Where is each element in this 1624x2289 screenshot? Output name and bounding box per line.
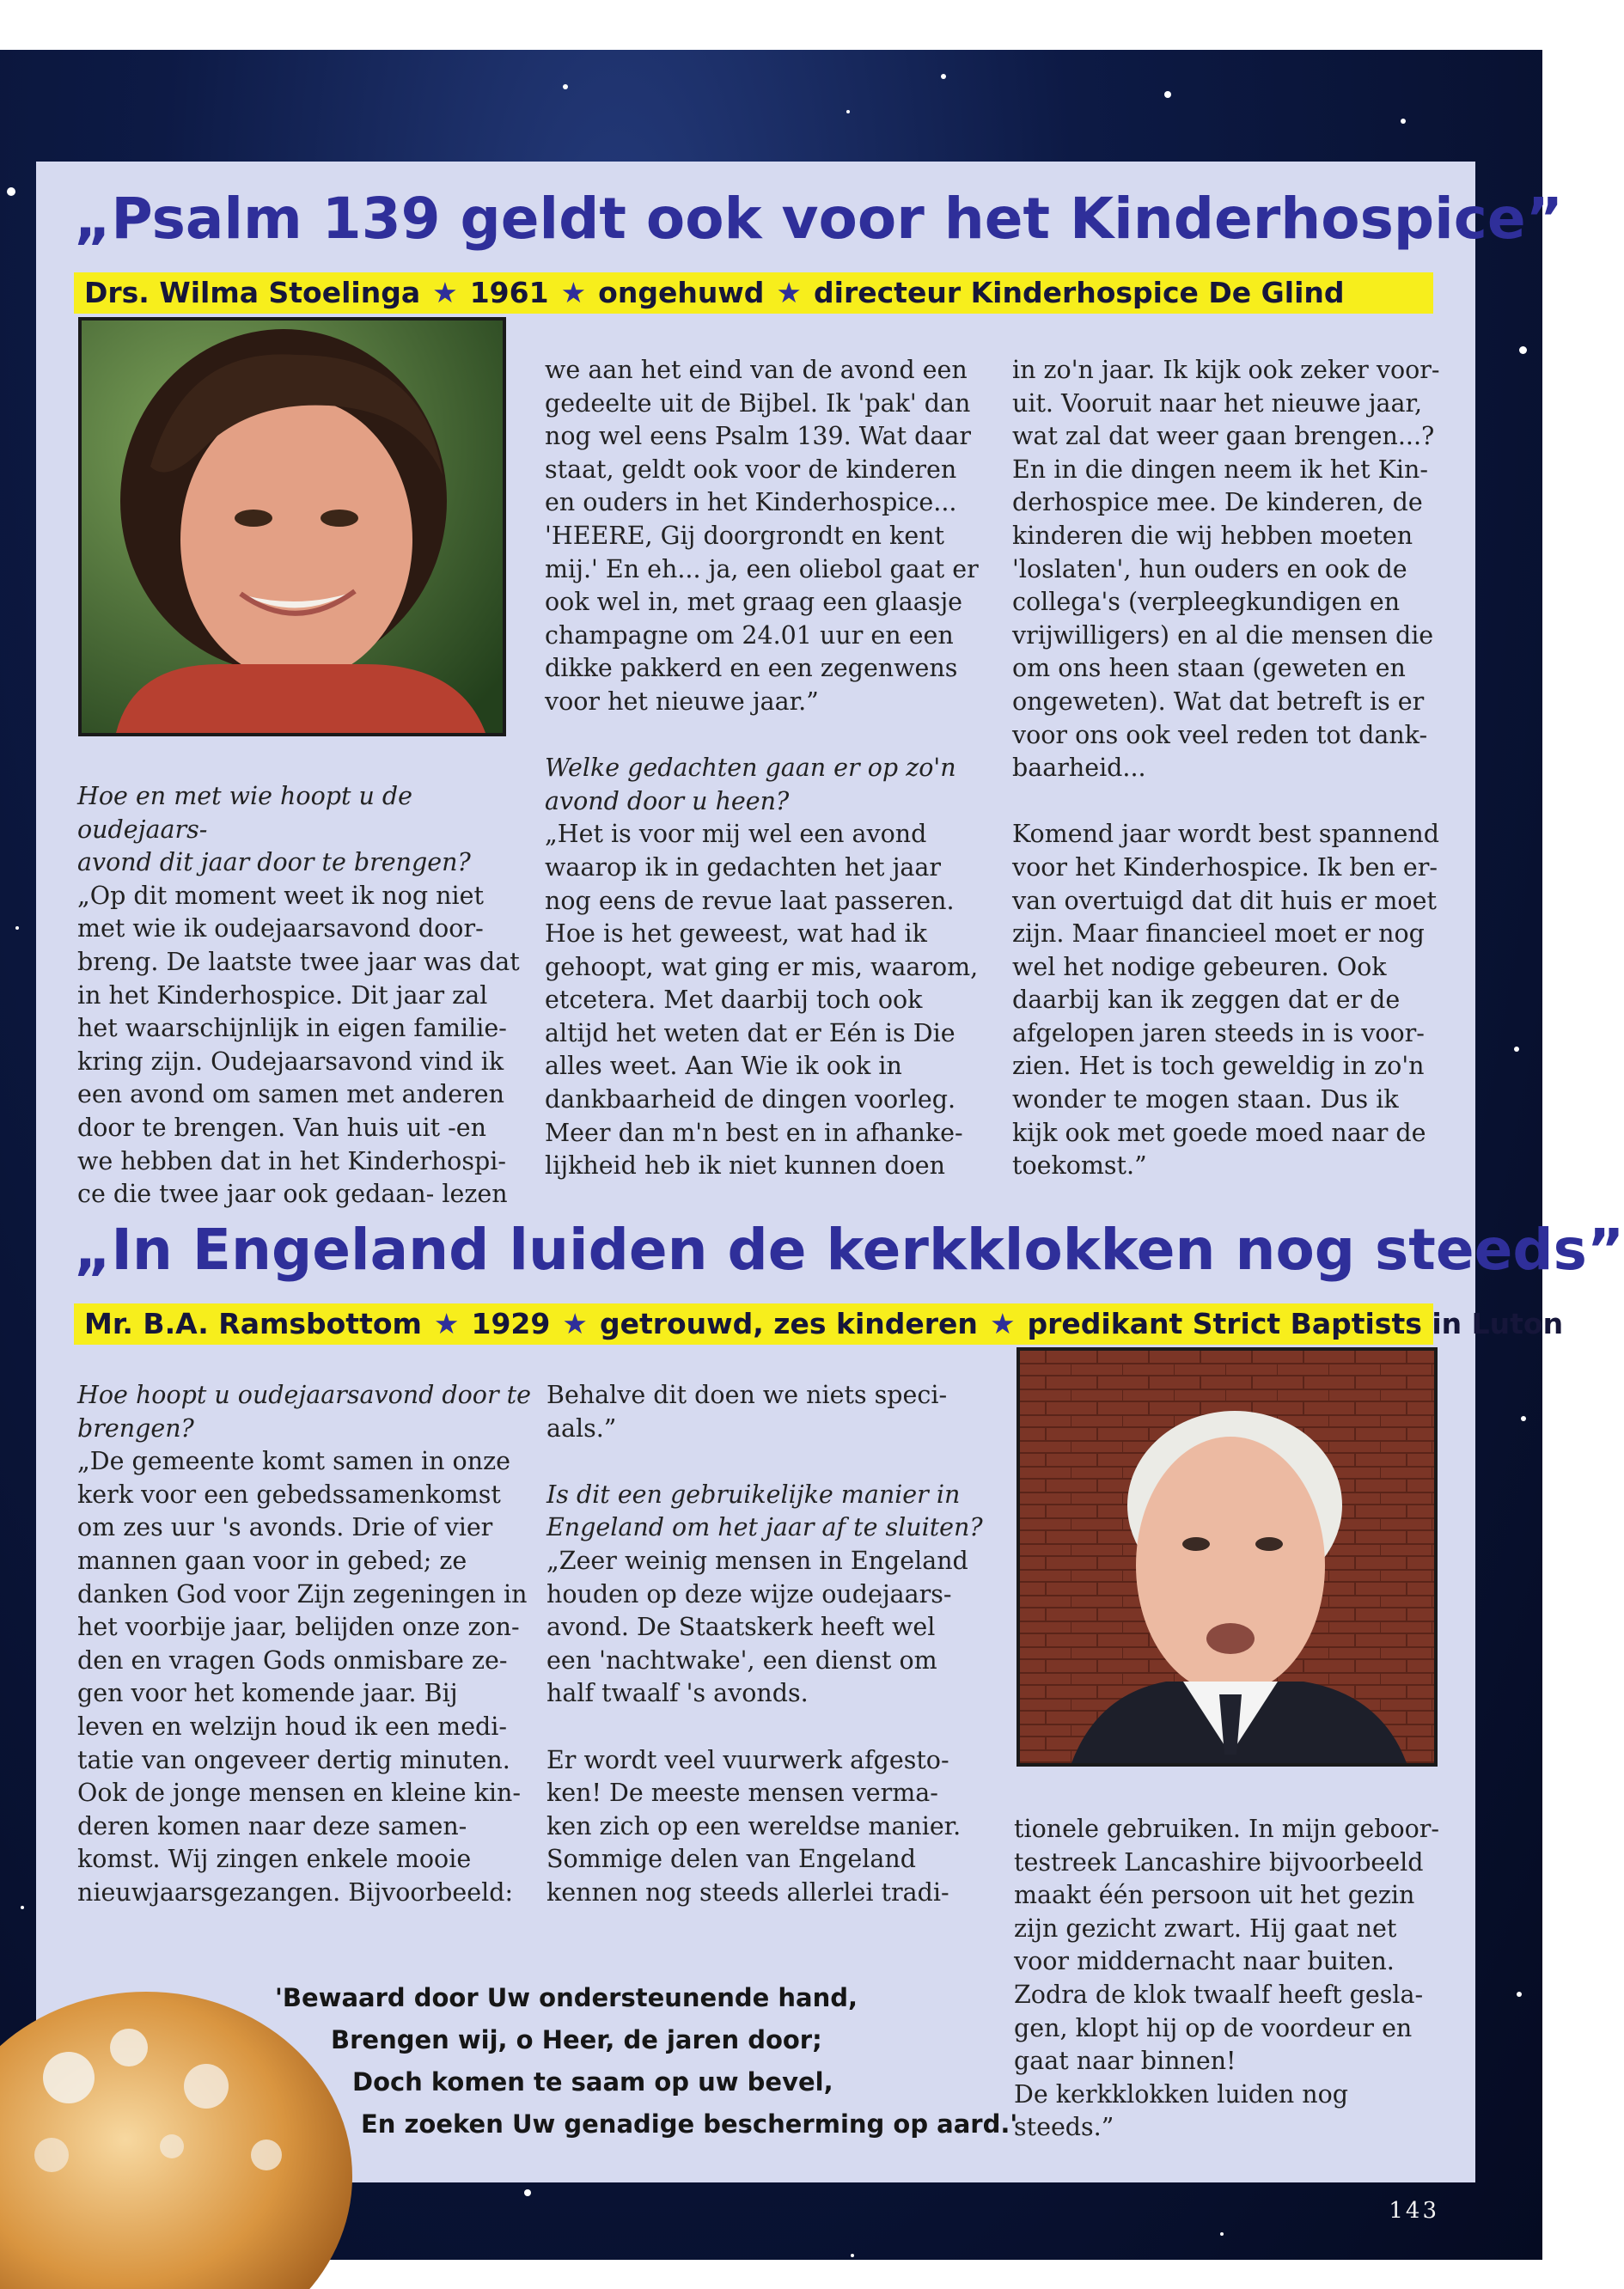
answer-line: voor het Kinderhospice. Ik ben er- xyxy=(1012,852,1438,882)
subline-status: ongehuwd xyxy=(598,276,765,309)
page-number: 143 xyxy=(1389,2198,1439,2224)
answer-line: zien. Het is toch geweldig in zo'n xyxy=(1012,1052,1425,1081)
answer-line: deren komen naar deze samen- xyxy=(77,1811,467,1840)
hymn-line-1: 'Bewaard door Uw ondersteunende hand, xyxy=(275,1983,858,2012)
hymn-line-3: Doch komen te saam op uw bevel, xyxy=(352,2067,833,2097)
star-icon: ★ xyxy=(432,276,458,309)
answer-line: den en vragen Gods onmisbare ze- xyxy=(77,1645,508,1675)
question-line: avond door u heen? xyxy=(545,786,790,815)
answer-line: „Het is voor mij wel een avond xyxy=(545,820,927,849)
answer-line: om zes uur 's avonds. Drie of vier xyxy=(77,1513,493,1542)
answer-line: houden op deze wijze oudejaars- xyxy=(546,1579,952,1608)
answer-line: Meer dan m'n best en in afhanke- xyxy=(545,1118,963,1147)
answer-line: lijkheid heb ik niet kunnen doen xyxy=(545,1151,946,1181)
answer-line: aals.” xyxy=(546,1413,617,1443)
answer-line: nog wel eens Psalm 139. Wat daar xyxy=(545,422,971,451)
subline-name: Drs. Wilma Stoelinga xyxy=(84,276,421,309)
answer-line: voor middernacht naar buiten. xyxy=(1014,1947,1395,1976)
answer-line: en ouders in het Kinderhospice... xyxy=(545,488,957,517)
answer-line: vrijwilligers) en al die mensen die xyxy=(1012,620,1434,650)
answer-line: kijk ook met goede moed naar de xyxy=(1012,1118,1426,1147)
answer-line: „Zeer weinig mensen in Engeland xyxy=(546,1546,968,1575)
subline-year: 1961 xyxy=(469,276,549,309)
answer-line: Sommige delen van Engeland xyxy=(546,1845,917,1874)
answer-line: alles weet. Aan Wie ik ook in xyxy=(545,1052,902,1081)
answer-line: champagne om 24.01 uur en een xyxy=(545,620,954,650)
answer-line: En in die dingen neem ik het Kin- xyxy=(1012,455,1429,484)
answer-line: half twaalf 's avonds. xyxy=(546,1679,809,1708)
article2-column-3 xyxy=(1014,1813,1469,2145)
answer-line: Zodra de klok twaalf heeft gesla- xyxy=(1014,1980,1424,2009)
paragraph-gap xyxy=(1012,785,1468,819)
answer-line: collega's (verpleegkundigen en xyxy=(1012,588,1401,617)
star-icon: ★ xyxy=(776,276,803,309)
article1-title: „Psalm 139 geldt ook voor het Kinderhospice” xyxy=(74,186,1564,252)
subline-year: 1929 xyxy=(471,1307,551,1340)
subline-status: getrouwd, zes kinderen xyxy=(599,1307,978,1340)
subline-role: directeur Kinderhospice De Glind xyxy=(814,276,1345,309)
paragraph-gap xyxy=(546,1711,1002,1744)
article1-subline xyxy=(74,272,1433,314)
answer-line: wonder te mogen staan. Dus ik xyxy=(1012,1085,1399,1114)
star-icon: ★ xyxy=(562,1307,588,1340)
answer-line: leven en welzijn houd ik een medi- xyxy=(77,1712,508,1741)
answer-line: komst. Wij zingen enkele mooie xyxy=(77,1845,472,1874)
answer-line: gen, klopt hij op de voordeur en xyxy=(1014,2013,1413,2042)
answer-line: van overtuigd dat dit huis er moet xyxy=(1012,886,1437,915)
portrait-photo-stoelinga xyxy=(78,317,506,736)
article2-title: „In Engeland luiden de kerkklokken nog steeds” xyxy=(74,1217,1624,1283)
answer-line: Komend jaar wordt best spannend xyxy=(1012,820,1439,849)
answer-line: Er wordt veel vuurwerk afgesto- xyxy=(546,1745,949,1774)
hymn-line-4: En zoeken Uw genadige bescherming op aard.' xyxy=(361,2109,1018,2139)
answer-line: staat, geldt ook voor de kinderen xyxy=(545,455,957,484)
portrait-illustration xyxy=(1020,1351,1434,1763)
answer-line: danken God voor Zijn zegeningen in xyxy=(77,1579,528,1608)
answer-line: mannen gaan voor in gebed; ze xyxy=(77,1546,467,1575)
answer-line: we aan het eind van de avond een xyxy=(545,356,968,384)
answer-line: nieuwjaarsgezangen. Bijvoorbeeld: xyxy=(77,1877,514,1907)
paragraph-gap xyxy=(546,1445,1002,1479)
answer-line: voor ons ook veel reden tot dank- xyxy=(1012,720,1428,749)
answer-line: Ook de jonge mensen en kleine kin- xyxy=(77,1779,521,1808)
star-icon: ★ xyxy=(560,276,587,309)
answer-line: uit. Vooruit naar het nieuwe jaar, xyxy=(1012,388,1423,418)
answer-line: waarop ik in gedachten het jaar xyxy=(545,852,942,882)
subline-name: Mr. B.A. Ramsbottom xyxy=(84,1307,422,1340)
oliebol-image xyxy=(0,1975,344,2286)
question-line: Hoe en met wie hoopt u de oudejaars- xyxy=(77,782,413,844)
answer-line: een 'nachtwake', een dienst om xyxy=(546,1645,937,1675)
answer-line: het voorbije jaar, belijden onze zon- xyxy=(77,1613,520,1642)
answer-line: nog eens de revue laat passeren. xyxy=(545,886,955,915)
star-icon: ★ xyxy=(989,1307,1016,1340)
answer-line: we hebben dat in het Kinderhospi- xyxy=(77,1146,506,1175)
answer-line: ken zich op een wereldse manier. xyxy=(546,1811,962,1840)
answer-line: avond. De Staatskerk heeft wel xyxy=(546,1613,936,1642)
answer-line: zijn. Maar financieel moet er nog xyxy=(1012,919,1425,949)
answer-line: wel het nodige gebeuren. Ook xyxy=(1012,952,1387,981)
answer-line: mij.' En eh... ja, een oliebol gaat er xyxy=(545,554,979,583)
answer-line: voor het nieuwe jaar.” xyxy=(545,687,819,716)
paragraph-gap xyxy=(545,719,1000,753)
answer-line: ongeweten). Wat dat betreft is er xyxy=(1012,687,1425,716)
answer-line: „Op dit moment weet ik nog niet xyxy=(77,881,484,910)
question-line: avond dit jaar door te brengen? xyxy=(77,848,471,877)
answer-line: ook wel in, met graag een glaasje xyxy=(545,588,963,617)
answer-line: zijn gezicht zwart. Hij gaat net xyxy=(1014,1914,1397,1943)
answer-line: gen voor het komende jaar. Bij xyxy=(77,1679,458,1708)
answer-line: met wie ik oudejaarsavond door- xyxy=(77,914,484,943)
article1-column-1 xyxy=(77,780,524,1212)
subline-role: predikant Strict Baptists in Luton xyxy=(1027,1307,1564,1340)
hymn-line-2: Brengen wij, o Heer, de jaren door; xyxy=(331,2025,822,2054)
answer-line: etcetera. Met daarbij toch ook xyxy=(545,986,923,1015)
article2-subline xyxy=(74,1303,1564,1345)
answer-line: derhospice mee. De kinderen, de xyxy=(1012,488,1423,517)
portrait-photo-ramsbottom xyxy=(1017,1347,1438,1767)
answer-line: baarheid... xyxy=(1012,754,1146,783)
question-line: Is dit een gebruikelijke manier in xyxy=(546,1480,961,1509)
question-line: Hoe hoopt u oudejaarsavond door te xyxy=(77,1381,531,1409)
question-line: Welke gedachten gaan er op zo'n xyxy=(545,754,956,783)
answer-line: 'HEERE, Gij doorgrondt en kent xyxy=(545,521,945,550)
answer-line: het waarschijnlijk in eigen familie- xyxy=(77,1014,507,1043)
answer-line: 'loslaten', hun ouders en ook de xyxy=(1012,554,1407,583)
question-line: brengen? xyxy=(77,1413,194,1443)
answer-line: wat zal dat weer gaan brengen...? xyxy=(1012,422,1435,451)
answer-line: afgelopen jaren steeds in is voor- xyxy=(1012,1018,1425,1047)
answer-line: ken! De meeste mensen verma- xyxy=(546,1779,938,1808)
star-icon: ★ xyxy=(433,1307,460,1340)
answer-line: Hoe is het geweest, wat had ik xyxy=(545,919,927,949)
answer-line: in het Kinderhospice. Dit jaar zal xyxy=(77,980,488,1010)
answer-line: „De gemeente komt samen in onze xyxy=(77,1447,510,1476)
answer-line: dankbaarheid de dingen voorleg. xyxy=(545,1085,956,1114)
answer-line: De kerkklokken luiden nog xyxy=(1014,2079,1349,2109)
answer-line: kring zijn. Oudejaarsavond vind ik xyxy=(77,1047,504,1076)
answer-line: testreek Lancashire bijvoorbeeld xyxy=(1014,1847,1424,1877)
answer-line: gedeelte uit de Bijbel. Ik 'pak' dan xyxy=(545,388,971,418)
answer-line: daarbij kan ik zeggen dat er de xyxy=(1012,986,1401,1015)
answer-line: kerk voor een gebedssamenkomst xyxy=(77,1480,501,1509)
answer-line: toekomst.” xyxy=(1012,1151,1147,1181)
answer-line: gaat naar binnen! xyxy=(1014,2047,1236,2076)
answer-line: tatie van ongeveer dertig minuten. xyxy=(77,1745,510,1774)
answer-line: altijd het weten dat er Eén is Die xyxy=(545,1018,955,1047)
portrait-illustration xyxy=(82,320,503,733)
article1-column-2 xyxy=(545,354,1000,1183)
answer-line: in zo'n jaar. Ik kijk ook zeker voor- xyxy=(1012,356,1440,384)
answer-line: ce die twee jaar ook gedaan- lezen xyxy=(77,1180,508,1209)
article2-column-1 xyxy=(77,1379,533,1910)
article2-column-2 xyxy=(546,1379,1002,1910)
answer-line: kinderen die wij hebben moeten xyxy=(1012,521,1413,550)
answer-line: een avond om samen met anderen xyxy=(77,1080,504,1109)
answer-line: dikke pakkerd en een zegenwens xyxy=(545,654,958,683)
answer-line: door te brengen. Van huis uit -en xyxy=(77,1113,487,1142)
answer-line: kennen nog steeds allerlei tradi- xyxy=(546,1877,949,1907)
answer-line: om ons heen staan (geweten en xyxy=(1012,654,1406,683)
answer-line: tionele gebruiken. In mijn geboor- xyxy=(1014,1815,1440,1843)
question-line: Engeland om het jaar af te sluiten? xyxy=(546,1513,983,1542)
answer-line: maakt één persoon uit het gezin xyxy=(1014,1881,1415,1910)
answer-line: breng. De laatste twee jaar was dat xyxy=(77,947,520,976)
answer-line: Behalve dit doen we niets speci- xyxy=(546,1381,948,1409)
answer-line: steeds.” xyxy=(1014,2113,1114,2142)
answer-line: gehoopt, wat ging er mis, waarom, xyxy=(545,952,979,981)
article1-column-3 xyxy=(1012,354,1468,1183)
